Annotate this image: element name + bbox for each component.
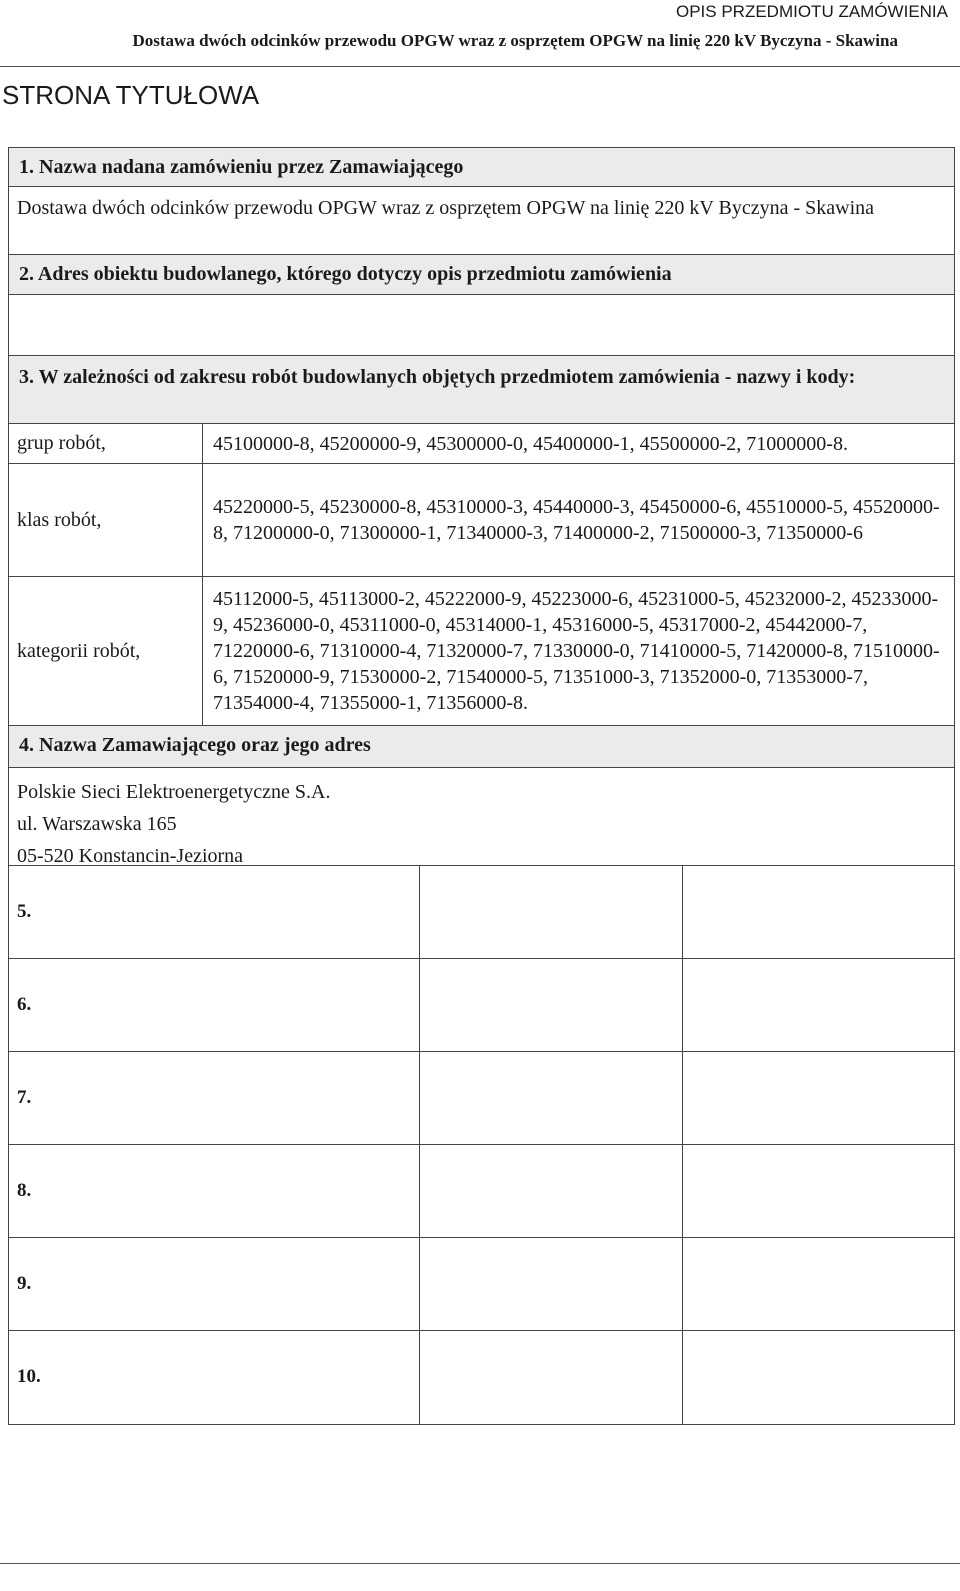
section-10-mid-cell xyxy=(419,1331,682,1424)
section-2-heading: 2. Adres obiektu budowlanego, którego dotyczy opis przedmiotu zamówienia xyxy=(19,263,672,285)
footer-divider xyxy=(0,1563,960,1564)
document-type: OPIS PRZEDMIOTU ZAMÓWIENIA xyxy=(675,2,948,21)
document-subject: Dostawa dwóch odcinków przewodu OPGW wraz z osprzętem OPGW na linię 220 kV Byczyna - Skawina xyxy=(132,31,898,50)
section-2-value-row xyxy=(9,295,954,356)
header-divider xyxy=(0,66,960,67)
section-7-number: 7. xyxy=(9,1052,419,1145)
section-8-right-cell xyxy=(682,1145,954,1238)
section-6-number: 6. xyxy=(9,959,419,1052)
section-10-number: 10. xyxy=(17,1366,41,1387)
contract-name: Dostawa dwóch odcinków przewodu OPGW wraz z osprzętem OPGW na linię 220 kV Byczyna - Skawina xyxy=(17,197,875,219)
section-1-heading: 1. Nazwa nadana zamówieniu przez Zamawiającego xyxy=(19,156,464,178)
section-9-number: 9. xyxy=(9,1238,419,1331)
codes-label-categories: kategorii robót, xyxy=(9,577,202,726)
section-1-value-row xyxy=(9,187,954,255)
section-9-right-cell xyxy=(682,1238,954,1331)
section-3-heading: 3. W zależności od zakresu robót budowlanych objętych przedmiotem zamówienia - nazwy i kody: xyxy=(19,366,856,388)
section-2-heading-row xyxy=(9,255,954,295)
section-8-number: 8. xyxy=(9,1145,419,1238)
employer-street: ul. Warszawska 165 xyxy=(17,813,177,835)
section-4-heading: 4. Nazwa Zamawiającego oraz jego adres xyxy=(19,734,371,756)
codes-label-groups: grup robót, xyxy=(9,424,202,464)
page-header xyxy=(0,0,960,68)
section-10-right-cell xyxy=(682,1331,954,1424)
section-4-value-row xyxy=(9,768,954,866)
section-7-mid-cell xyxy=(419,1052,682,1145)
building-address xyxy=(9,295,954,303)
section-8-mid-cell xyxy=(419,1145,682,1238)
employer-name: Polskie Sieci Elektroenergetyczne S.A. xyxy=(17,781,331,803)
section-1-heading-row xyxy=(9,148,954,187)
section-9-mid-cell xyxy=(419,1238,682,1331)
codes-groups: 45100000-8, 45200000-9, 45300000-0, 45400000-1, 45500000-2, 71000000-8. xyxy=(202,424,954,464)
title-page-form xyxy=(8,147,955,1425)
section-3-heading-row xyxy=(9,356,954,424)
codes-categories: 45112000-5, 45113000-2, 45222000-9, 45223000-6, 45231000-5, 45232000-2, 45233000-9, 45236000-0, 45311000-0, 45314000-1, 45316000-5, 45317000-2, 45442000-7, 71220000-6, 71310000-4, 71320000-7, 71330000-0, 71410000-5, 71420000-8, 71510000-6, 71520000-9, 71530000-2, 71540000-5, 71351000-3, 71352000-0, 71353000-7, 71354000-4, 71355000-1, 71356000-8. xyxy=(202,577,954,726)
codes-label-classes: klas robót, xyxy=(9,464,202,577)
section-6-mid-cell xyxy=(419,959,682,1052)
codes-classes: 45220000-5, 45230000-8, 45310000-3, 45440000-3, 45450000-6, 45510000-5, 45520000-8, 71200000-0, 71300000-1, 71340000-3, 71400000-2, 71500000-3, 71350000-6 xyxy=(202,464,954,577)
section-4-heading-row xyxy=(9,726,954,768)
cpv-codes-table xyxy=(9,424,954,726)
section-6-right-cell xyxy=(682,959,954,1052)
page-title: STRONA TYTUŁOWA xyxy=(2,80,260,110)
section-5-right-cell xyxy=(682,866,954,959)
numbered-sections xyxy=(9,866,954,1424)
section-5-number: 5. xyxy=(9,866,419,959)
section-7-right-cell xyxy=(682,1052,954,1145)
section-5-mid-cell xyxy=(419,866,682,959)
employer-city: 05-520 Konstancin-Jeziorna xyxy=(17,845,244,867)
